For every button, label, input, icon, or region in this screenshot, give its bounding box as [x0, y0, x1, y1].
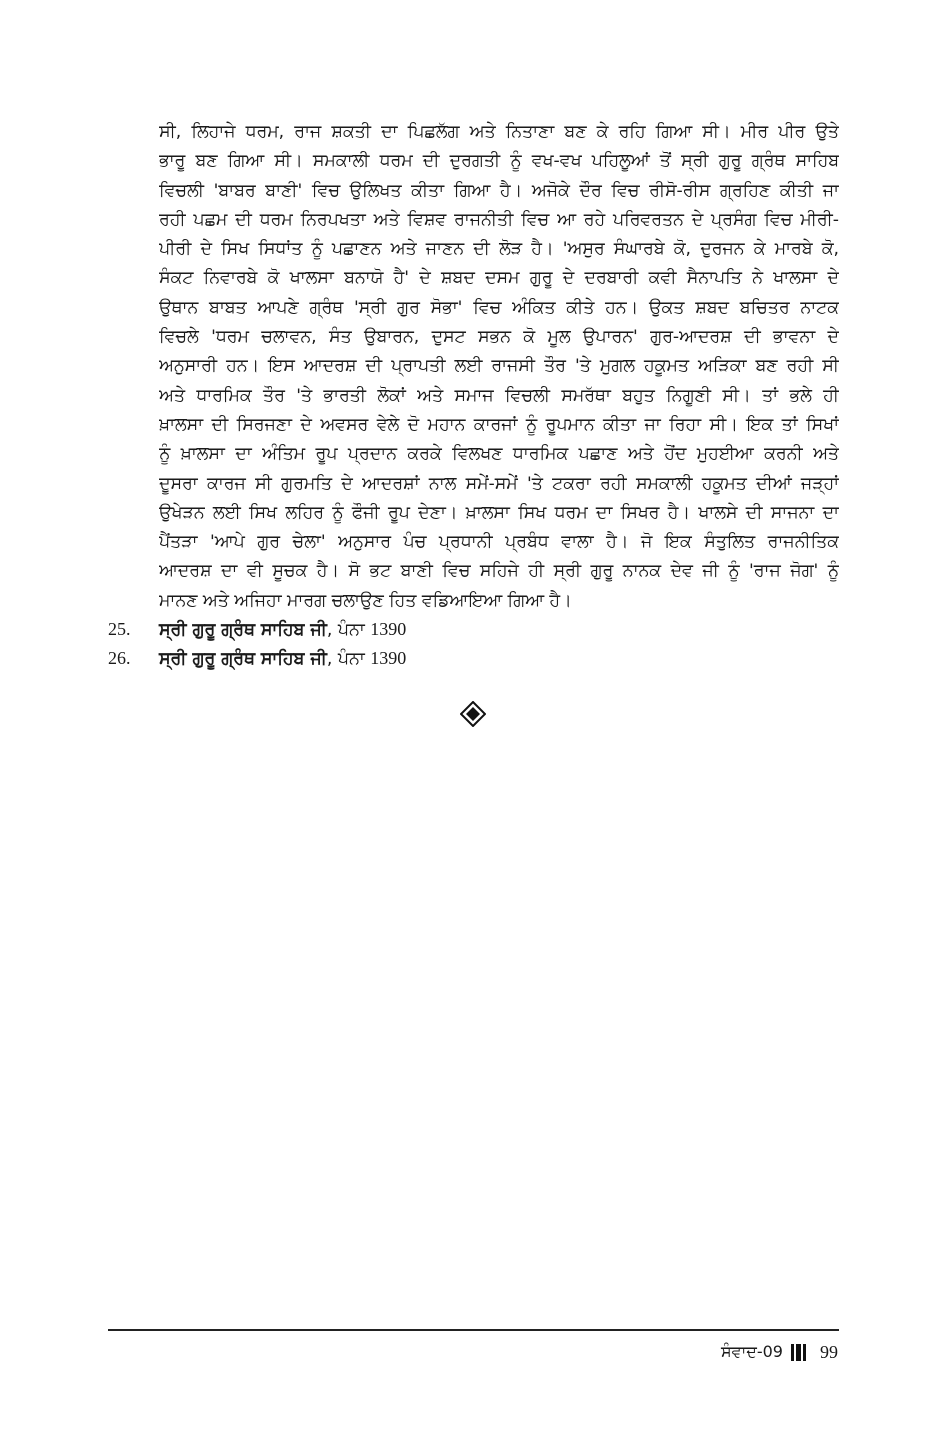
footnote-page-label: ਪੰਨਾ — [337, 649, 365, 669]
text-line: ਸੀ, ਲਿਹਾਜੇ ਧਰਮ, ਰਾਜ ਸ਼ਕਤੀ ਦਾ ਪਿਛਲੱਗ ਅਤੇ ਨਿਤਾਣਾ ਬਣ ਕੇ ਰਹਿ ਗਿਆ ਸੀ। ਮੀਰ ਪੀਰ ਉਤੇ — [159, 122, 839, 142]
footnote-separator: , — [326, 649, 338, 669]
footnote-26 — [108, 645, 838, 672]
footnote-separator: , — [326, 620, 338, 640]
bars-separator-icon — [791, 1343, 806, 1361]
body-paragraph — [159, 118, 839, 616]
journal-name: ਸੰਵਾਦ-09 — [721, 1342, 783, 1361]
text-line: ਉਥਾਨ ਬਾਬਤ ਆਪਣੇ ਗ੍ਰੰਥ 'ਸ੍ਰੀ ਗੁਰ ਸੋਭਾ' ਵਿਚ ਅੰਕਿਤ ਕੀਤੇ ਹਨ। ਉਕਤ ਸ਼ਬਦ ਬਚਿਤਰ ਨਾਟਕ — [159, 297, 839, 318]
footnote-page-number: 1390 — [370, 619, 407, 639]
text-line: ਮਾਨਣ ਅਤੇ ਅਜਿਹਾ ਮਾਰਗ ਚਲਾਉਣ ਹਿਤ ਵਡਿਆਇਆ ਗਿਆ ਹੈ। — [159, 590, 572, 611]
footnote-25 — [108, 616, 838, 643]
text-line: ਪੀਰੀ ਦੇ ਸਿਖ ਸਿਧਾਂਤ ਨੂੰ ਪਛਾਣਨ ਅਤੇ ਜਾਣਨ ਦੀ ਲੋੜ ਹੈ। 'ਅਸੁਰ ਸੰਘਾਰਬੇ ਕੋ, ਦੁਰਜਨ ਕੇ ਮਾਰਬੇ ਕੋ, — [159, 239, 839, 260]
footer-rule — [108, 1329, 839, 1331]
text-line: ਨੂੰ ਖ਼ਾਲਸਾ ਦਾ ਅੰਤਿਮ ਰੂਪ ਪ੍ਰਦਾਨ ਕਰਕੇ ਵਿਲਖਣ ਧਾਰਮਿਕ ਪਛਾਣ ਅਤੇ ਹੋਂਦ ਮੁਹਈਆ ਕਰਨੀ ਅਤੇ — [159, 444, 839, 465]
page-number: 99 — [820, 1342, 838, 1362]
text-line: ਵਿਚਲੇ 'ਧਰਮ ਚਲਾਵਨ, ਸੰਤ ਉਬਾਰਨ, ਦੁਸਟ ਸਭਨ ਕੋ ਮੂਲ ਉਪਾਰਨ' ਗੁਰ-ਆਦਰਸ਼ ਦੀ ਭਾਵਨਾ ਦੇ — [159, 327, 839, 348]
text-line: ਦੂਸਰਾ ਕਾਰਜ ਸੀ ਗੁਰਮਤਿ ਦੇ ਆਦਰਸ਼ਾਂ ਨਾਲ ਸਮੇਂ-ਸਮੇਂ 'ਤੇ ਟਕਰਾ ਰਹੀ ਸਮਕਾਲੀ ਹਕੂਮਤ ਦੀਆਂ ਜੜ੍ਹਾਂ — [159, 473, 839, 494]
text-line: ਭਾਰੂ ਬਣ ਗਿਆ ਸੀ। ਸਮਕਾਲੀ ਧਰਮ ਦੀ ਦੁਰਗਤੀ ਨੂੰ ਵਖ-ਵਖ ਪਹਿਲੂਆਂ ਤੋਂ ਸ੍ਰੀ ਗੁਰੂ ਗ੍ਰੰਥ ਸਾਹਿਬ — [159, 151, 839, 172]
text-line: ਅਤੇ ਧਾਰਮਿਕ ਤੌਰ 'ਤੇ ਭਾਰਤੀ ਲੋਕਾਂ ਅਤੇ ਸਮਾਜ ਵਿਚਲੀ ਸਮਰੱਥਾ ਬਹੁਤ ਨਿਗੂਣੀ ਸੀ। ਤਾਂ ਭਲੇ ਹੀ — [159, 385, 839, 406]
text-line: ਸੰਕਟ ਨਿਵਾਰਬੇ ਕੋ ਖਾਲਸਾ ਬਨਾਯੋ ਹੈ' ਦੇ ਸ਼ਬਦ ਦਸਮ ਗੁਰੂ ਦੇ ਦਰਬਾਰੀ ਕਵੀ ਸੈਨਾਪਤਿ ਨੇ ਖਾਲਸਾ ਦੇ — [159, 268, 839, 289]
text-line: ਪੈਂਤੜਾ 'ਆਪੇ ਗੁਰ ਚੇਲਾ' ਅਨੁਸਾਰ ਪੰਚ ਪ੍ਰਧਾਨੀ ਪ੍ਰਬੰਧ ਵਾਲਾ ਹੈ। ਜੋ ਇਕ ਸੰਤੁਲਿਤ ਰਾਜਨੀਤਿਕ — [159, 532, 839, 553]
footnote-page-number: 1390 — [370, 648, 407, 668]
page-footer — [721, 1340, 838, 1364]
diamond-ornament-icon — [460, 701, 486, 727]
text-line: ਵਿਚਲੀ 'ਬਾਬਰ ਬਾਣੀ' ਵਿਚ ਉਲਿਖਤ ਕੀਤਾ ਗਿਆ ਹੈ। ਅਜੋਕੇ ਦੌਰ ਵਿਚ ਰੀਸੋ-ਰੀਸ ਗ੍ਰਹਿਣ ਕੀਤੀ ਜਾ — [159, 180, 839, 201]
footnote-reference: ਸ੍ਰੀ ਗੁਰੂ ਗ੍ਰੰਥ ਸਾਹਿਬ ਜੀ — [159, 620, 327, 640]
text-line: ਆਦਰਸ਼ ਦਾ ਵੀ ਸੂਚਕ ਹੈ। ਸੋ ਭਟ ਬਾਣੀ ਵਿਚ ਸਹਿਜੇ ਹੀ ਸ੍ਰੀ ਗੁਰੂ ਨਾਨਕ ਦੇਵ ਜੀ ਨੂੰ 'ਰਾਜ ਜੋਗ' ਨੂੰ — [159, 561, 839, 582]
footnote-number: 25. — [108, 619, 131, 639]
footnote-page-label: ਪੰਨਾ — [337, 620, 365, 640]
footnote-reference: ਸ੍ਰੀ ਗੁਰੂ ਗ੍ਰੰਥ ਸਾਹਿਬ ਜੀ — [159, 649, 327, 669]
text-line: ਉਖੇੜਨ ਲਈ ਸਿਖ ਲਹਿਰ ਨੂੰ ਫੌਜੀ ਰੂਪ ਦੇਣਾ। ਖ਼ਾਲਸਾ ਸਿਖ ਧਰਮ ਦਾ ਸਿਖਰ ਹੈ। ਖਾਲਸੇ ਦੀ ਸਾਜਨਾ ਦਾ — [159, 502, 839, 523]
text-line: ਰਹੀ ਪਛਮ ਦੀ ਧਰਮ ਨਿਰਪਖਤਾ ਅਤੇ ਵਿਸ਼ਵ ਰਾਜਨੀਤੀ ਵਿਚ ਆ ਰਹੇ ਪਰਿਵਰਤਨ ਦੇ ਪ੍ਰਸੰਗ ਵਿਚ ਮੀਰੀ- — [159, 209, 839, 230]
text-line: ਅਨੁਸਾਰੀ ਹਨ। ਇਸ ਆਦਰਸ਼ ਦੀ ਪ੍ਰਾਪਤੀ ਲਈ ਰਾਜਸੀ ਤੌਰ 'ਤੇ ਮੁਗਲ ਹਕੂਮਤ ਅੜਿਕਾ ਬਣ ਰਹੀ ਸੀ — [159, 356, 839, 377]
footnote-number: 26. — [108, 648, 131, 668]
text-line: ਖ਼ਾਲਸਾ ਦੀ ਸਿਰਜਣਾ ਦੇ ਅਵਸਰ ਵੇਲੇ ਦੋ ਮਹਾਨ ਕਾਰਜਾਂ ਨੂੰ ਰੂਪਮਾਨ ਕੀਤਾ ਜਾ ਰਿਹਾ ਸੀ। ਇਕ ਤਾਂ ਸਿਖਾਂ — [159, 414, 839, 435]
